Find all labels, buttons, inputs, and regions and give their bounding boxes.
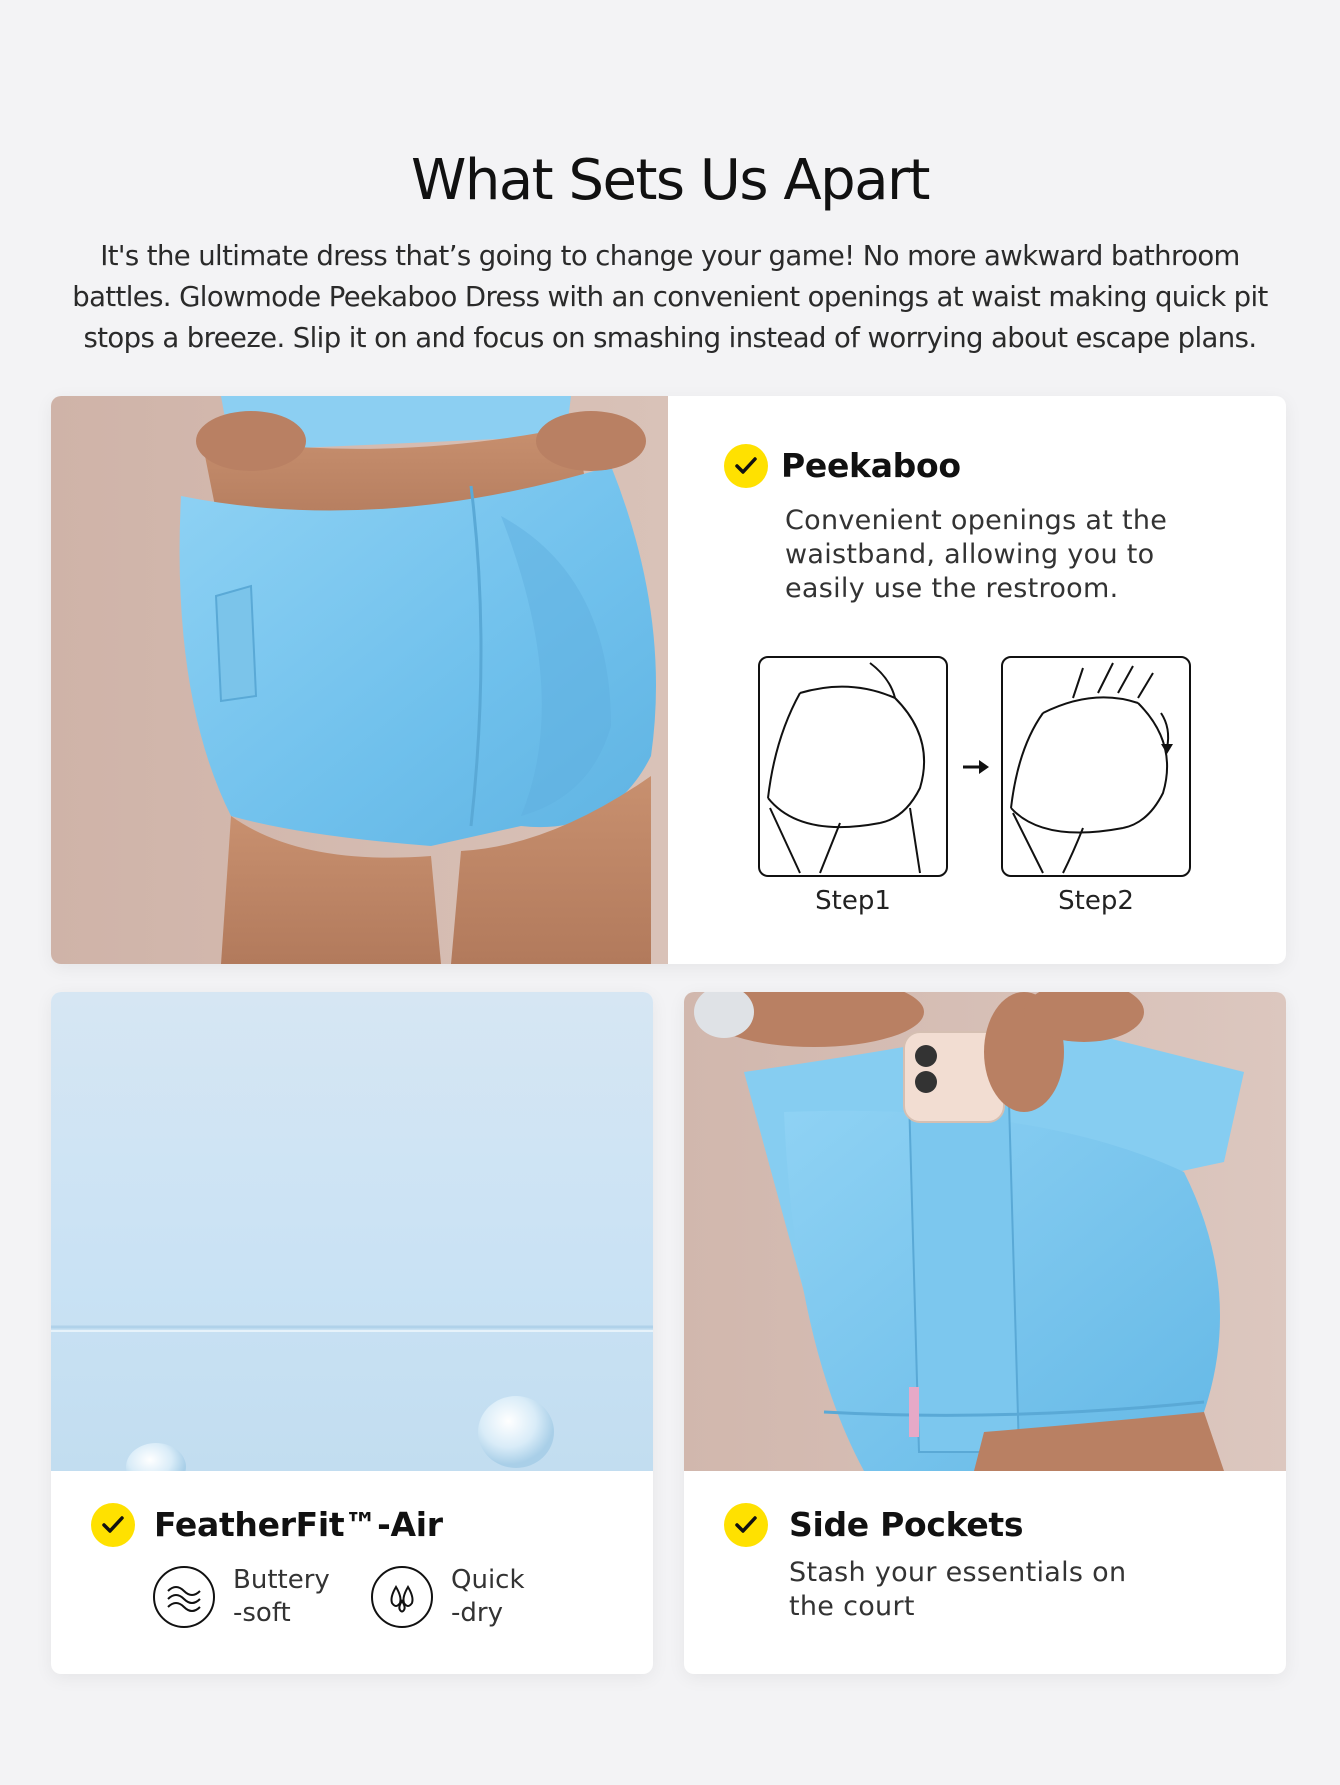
buttery-line2: -soft xyxy=(233,1598,291,1628)
intro-paragraph: It's the ultimate dress that’s going to change your game! No more awkward bathroom battles. Glowmode Peekaboo Dress with an convenient openings at waist making quick pit stops a breeze. Slip it on and focus on smashing instead of worrying about escape plans. xyxy=(72,240,1268,354)
peekaboo-description: Convenient openings at the waistband, allowing you to easily use the restroom. xyxy=(785,505,1168,604)
droplets-icon xyxy=(371,1566,433,1628)
quick-line2: -dry xyxy=(451,1598,503,1628)
pocket-photo xyxy=(684,992,1286,1471)
peekaboo-card xyxy=(51,396,1286,964)
fabric-closeup-photo xyxy=(51,992,653,1471)
arrow-right-icon xyxy=(961,758,993,776)
quick-dry-attribute xyxy=(371,1564,525,1630)
side-pockets-card xyxy=(684,992,1286,1674)
step1-illustration xyxy=(758,656,948,877)
check-icon xyxy=(724,444,768,488)
side-pockets-title: Side Pockets xyxy=(789,1505,1024,1544)
buttery-line1: Buttery xyxy=(233,1565,330,1595)
quick-line1: Quick xyxy=(451,1565,525,1595)
peekaboo-photo xyxy=(51,396,668,964)
buttery-soft-attribute xyxy=(153,1564,330,1630)
featherfit-title: FeatherFit™-Air xyxy=(154,1505,443,1544)
peekaboo-title: Peekaboo xyxy=(781,446,961,485)
check-icon xyxy=(91,1503,135,1547)
featherfit-card xyxy=(51,992,653,1674)
step1-label: Step1 xyxy=(815,886,891,916)
page-title: What Sets Us Apart xyxy=(411,148,929,213)
step2-label: Step2 xyxy=(1058,886,1134,916)
side-pockets-description: Stash your essentials on the court xyxy=(789,1557,1127,1622)
step2-illustration xyxy=(1001,656,1191,877)
check-icon xyxy=(724,1503,768,1547)
wave-fabric-icon xyxy=(153,1566,215,1628)
